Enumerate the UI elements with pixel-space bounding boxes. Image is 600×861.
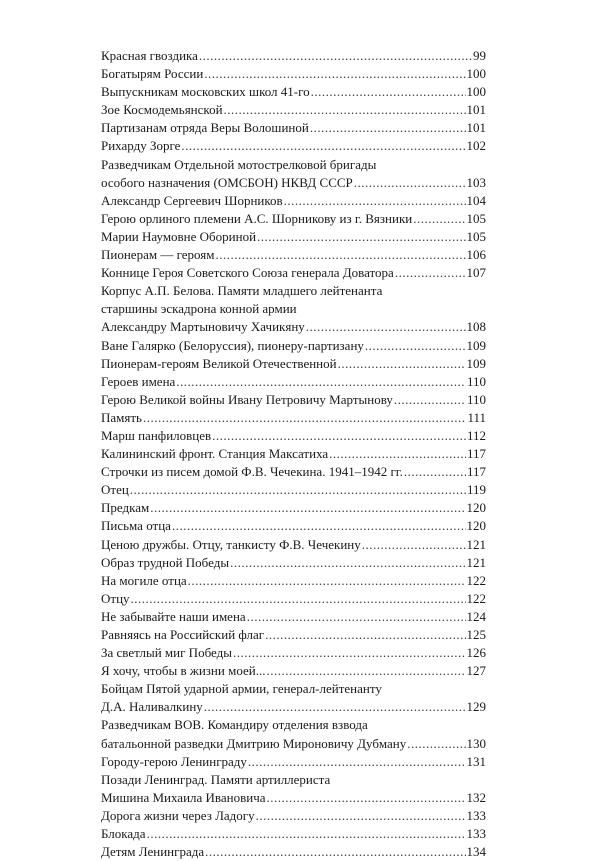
dot-leader: [404, 463, 466, 481]
dot-leader: [354, 174, 466, 192]
toc-entry-row: [101, 101, 486, 119]
toc-entry-title: Партизанам отряда Веры Волошиной: [101, 120, 309, 136]
toc-entry-row: [101, 445, 486, 463]
dot-leader: [176, 373, 466, 391]
toc-entry-title: Красная гвоздика: [101, 48, 198, 63]
dot-leader: [230, 554, 465, 572]
dot-leader: [204, 698, 466, 716]
dot-leader: [143, 409, 466, 427]
dot-leader: [338, 355, 466, 373]
toc-entry: [101, 644, 486, 662]
toc-entry-title: Мишина Михаила Ивановича: [101, 789, 266, 805]
toc-entry: [101, 119, 486, 137]
toc-entry: [101, 264, 486, 282]
dot-leader: [224, 101, 466, 119]
toc-entry-title-line: Бойцам Пятой ударной армии, генерал-лейтенанту: [101, 681, 382, 697]
toc-entry-page-number: 109: [466, 355, 486, 371]
toc-entry: [101, 807, 486, 825]
toc-entry-title: Дорога жизни через Ладогу: [101, 807, 255, 823]
toc-entry-title: Память: [101, 409, 142, 425]
toc-entry: [101, 680, 486, 716]
dot-leader: [395, 264, 466, 282]
dot-leader: [172, 517, 466, 535]
toc-entry-row: [101, 318, 486, 336]
toc-entry-title: Я хочу, чтобы в жизни моей...: [101, 663, 266, 679]
toc-entry-title: Выпускникам московских школ 41-го: [101, 84, 310, 100]
toc-entry-row: [101, 246, 486, 264]
toc-entry: [101, 427, 486, 445]
toc-entry: [101, 83, 486, 101]
toc-entry-row: [101, 65, 486, 83]
toc-entry-title: Строчки из писем домой Ф.В. Чечекина. 1941–1942 гг.: [101, 464, 403, 480]
toc-entry-page-number: 119: [466, 482, 486, 498]
toc-entry-title: Предкам: [101, 500, 150, 516]
dot-leader: [248, 753, 466, 771]
toc-entry: [101, 246, 486, 264]
toc-entry-title: Отцу: [101, 590, 130, 606]
toc-entry-title: Александру Мартыновичу Хачикяну: [101, 319, 305, 335]
toc-entry-page-number: 133: [466, 807, 486, 823]
toc-entry-row: [101, 119, 486, 137]
dot-leader: [267, 789, 466, 807]
toc-entry-page-number: 130: [466, 735, 486, 751]
toc-entry: [101, 337, 486, 355]
dot-leader: [130, 481, 466, 499]
toc-entry: [101, 536, 486, 554]
dot-leader: [329, 445, 466, 463]
toc-entry-page-number: 125: [466, 627, 486, 642]
toc-entry-page-number: 132: [466, 789, 486, 805]
toc-entry-title: Образ трудной Победы: [101, 554, 230, 570]
toc-entry-title: Герою Великой войны Ивану Петровичу Мартынову: [101, 391, 393, 407]
toc-entry-page-number: 112: [466, 427, 486, 443]
toc-entry-title: За светлый миг Победы: [101, 645, 232, 661]
toc-entry-row: [101, 373, 486, 391]
toc-entry-title: Письма отца: [101, 518, 171, 534]
toc-entry-page-number: 107: [466, 265, 486, 281]
toc-entry: [101, 137, 486, 155]
toc-entry-title: Богатырям России: [101, 66, 204, 82]
dot-leader: [365, 337, 466, 355]
dot-leader: [306, 318, 466, 336]
toc-entry-title: особого назначения (ОМСБОН) НКВД СССР: [101, 174, 353, 190]
dot-leader: [284, 192, 466, 210]
toc-entry-row: [101, 554, 486, 572]
toc-entry-title: Ване Галярко (Белоруссия), пионеру-партизану: [101, 337, 364, 353]
toc-entry-row: [101, 662, 486, 680]
toc-entry-page-number: 101: [466, 102, 486, 118]
toc-entry-row: [101, 137, 486, 155]
toc-entry-row: [101, 517, 486, 535]
toc-entry: [101, 210, 486, 228]
toc-entry-title: Марии Наумовне Обориной: [101, 228, 257, 244]
toc-entry: [101, 771, 486, 807]
toc-entry-row: [101, 427, 486, 445]
toc-entry-page-number: 122: [466, 572, 486, 588]
toc-entry-title: Равняясь на Российский флаг: [101, 627, 265, 642]
toc-entry: [101, 282, 486, 336]
toc-entry-row: [101, 698, 486, 716]
toc-entry-row: [101, 536, 486, 554]
dot-leader: [394, 391, 466, 409]
toc-entry: [101, 463, 486, 481]
toc-entry: [101, 373, 486, 391]
toc-entry: [101, 101, 486, 119]
toc-entry-row: [101, 264, 486, 282]
toc-entry-row: [101, 391, 486, 409]
toc-entry-title-line: Разведчикам ВОВ. Командиру отделения взвода: [101, 717, 368, 733]
dot-leader: [362, 536, 466, 554]
toc-entry: [101, 590, 486, 608]
dot-leader: [413, 210, 465, 228]
dot-leader: [150, 499, 465, 517]
toc-entry-row: [101, 47, 486, 65]
toc-entry-page-number: 110: [466, 391, 486, 407]
toc-entry-title: Александр Сергеевич Шорников: [101, 192, 283, 208]
toc-entry: [101, 517, 486, 535]
dot-leader: [257, 228, 465, 246]
dot-leader: [310, 119, 466, 137]
dot-leader: [247, 608, 466, 626]
toc-entry-title: Пионерам — героям: [101, 247, 215, 263]
toc-entry-title-line: Корпус А.П. Белова. Памяти младшего лейтенанта: [101, 283, 383, 299]
toc-entry-row: [101, 590, 486, 608]
toc-entry-page-number: 117: [466, 446, 486, 462]
toc-entry: [101, 391, 486, 409]
toc-entry-title-line: Позади Ленинград. Памяти артиллериста: [101, 771, 331, 787]
toc-entry-page-number: 100: [466, 66, 486, 82]
toc-entry-title: Калининский фронт. Станция Максатиха: [101, 446, 329, 462]
toc-entry-row: [101, 753, 486, 771]
dot-leader: [215, 246, 465, 264]
toc-entry-row: [101, 463, 486, 481]
toc-entry-page-number: 106: [466, 247, 486, 263]
dot-leader: [205, 843, 465, 861]
toc-entry-row: [101, 409, 486, 427]
toc-entry-page-number: 102: [466, 138, 486, 154]
toc-entry: [101, 626, 486, 644]
toc-entry-title: батальонной разведки Дмитрию Мироновичу Дубману: [101, 735, 407, 751]
toc-entry: [101, 481, 486, 499]
toc-entry-page-number: 105: [466, 210, 486, 226]
toc-entry-page-number: 101: [466, 120, 486, 136]
toc-entry: [101, 47, 486, 65]
toc-entry-page-number: 121: [466, 554, 486, 570]
toc-entry-title: Городу-герою Ленинграду: [101, 753, 247, 769]
toc-entry: [101, 228, 486, 246]
toc-entry-row: [101, 572, 486, 590]
toc-entry-row: [101, 210, 486, 228]
toc-entry-row: [101, 228, 486, 246]
dot-leader: [147, 825, 466, 843]
toc-entry-page-number: 120: [466, 518, 486, 534]
toc-entry-page-number: 133: [466, 826, 486, 842]
toc-entry-row: [101, 499, 486, 517]
dot-leader: [265, 626, 465, 644]
toc-entry-title-line: старшины эскадрона конной армии: [101, 301, 297, 317]
toc-entry-title: Отец: [101, 482, 129, 498]
toc-entry-page-number: 126: [466, 645, 486, 661]
toc-entry: [101, 192, 486, 210]
toc-entry-page-number: 127: [466, 663, 486, 679]
toc-entry: [101, 499, 486, 517]
toc-entry: [101, 716, 486, 752]
toc-entry-page-number: 99: [473, 48, 486, 63]
table-of-contents: [101, 47, 486, 861]
toc-entry-page-number: 110: [466, 373, 486, 389]
toc-entry-row: [101, 608, 486, 626]
toc-entry-title: Д.А. Наливалкину: [101, 699, 203, 715]
toc-entry: [101, 843, 486, 861]
toc-entry-page-number: 105: [466, 228, 486, 244]
toc-entry-page-number: 122: [466, 590, 486, 606]
toc-entry-title: На могиле отца: [101, 572, 187, 588]
toc-entry-row: [101, 355, 486, 373]
toc-entry-row: [101, 789, 486, 807]
toc-entry: [101, 753, 486, 771]
toc-entry: [101, 825, 486, 843]
dot-leader: [256, 807, 466, 825]
dot-leader: [199, 47, 472, 65]
toc-entry-page-number: 124: [466, 608, 486, 624]
toc-entry-title: Детям Ленинграда: [101, 844, 205, 860]
dot-leader: [204, 65, 465, 83]
toc-entry: [101, 65, 486, 83]
toc-entry-row: [101, 825, 486, 843]
toc-entry-title: Рихарду Зорге: [101, 138, 181, 154]
toc-entry-page-number: 100: [466, 84, 486, 100]
toc-entry-title: Зое Космодемьянской: [101, 102, 223, 118]
toc-entry-title: Коннице Героя Советского Союза генерала Доватора: [101, 265, 394, 281]
toc-entry-title: Пионерам-героям Великой Отечественной: [101, 355, 337, 371]
toc-entry: [101, 608, 486, 626]
toc-entry-row: [101, 83, 486, 101]
toc-entry-title: Марш панфиловцев: [101, 427, 212, 443]
toc-entry-page-number: 131: [466, 753, 486, 769]
toc-entry-page-number: 129: [466, 699, 486, 715]
toc-entry-title: Блокада: [101, 826, 146, 842]
dot-leader: [311, 83, 466, 101]
toc-entry-page-number: 117: [466, 464, 486, 480]
dot-leader: [233, 644, 466, 662]
toc-entry: [101, 662, 486, 680]
toc-entry-row: [101, 843, 486, 861]
toc-entry-title-line: Разведчикам Отдельной мотострелковой бригады: [101, 156, 377, 172]
toc-entry-row: [101, 626, 486, 644]
toc-entry-row: [101, 337, 486, 355]
toc-entry-title: Ценою дружбы. Отцу, танкисту Ф.В. Чечекину: [101, 536, 361, 552]
toc-entry: [101, 409, 486, 427]
dot-leader: [131, 590, 466, 608]
dot-leader: [266, 662, 465, 680]
dot-leader: [181, 137, 465, 155]
toc-entry: [101, 355, 486, 373]
toc-entry-page-number: 109: [466, 337, 486, 353]
toc-entry: [101, 554, 486, 572]
toc-entry: [101, 572, 486, 590]
toc-entry-row: [101, 192, 486, 210]
toc-entry-row: [101, 481, 486, 499]
toc-entry-page-number: 104: [466, 192, 486, 208]
toc-entry-row: [101, 174, 486, 192]
toc-entry-page-number: 108: [466, 319, 486, 335]
toc-entry-page-number: 111: [467, 409, 486, 425]
toc-entry-row: [101, 807, 486, 825]
toc-entry: [101, 445, 486, 463]
toc-entry: [101, 156, 486, 192]
toc-entry-page-number: 121: [466, 536, 486, 552]
dot-leader: [212, 427, 466, 445]
dot-leader: [188, 572, 466, 590]
toc-entry-page-number: 134: [466, 844, 486, 860]
toc-entry-title: Героев имена: [101, 373, 176, 389]
toc-entry-page-number: 103: [466, 174, 486, 190]
toc-entry-row: [101, 644, 486, 662]
toc-entry-title: Герою орлиного племени А.С. Шорникову из г. Вязники: [101, 210, 413, 226]
toc-entry-title: Не забывайте наши имена: [101, 608, 246, 624]
toc-entry-page-number: 120: [466, 500, 486, 516]
